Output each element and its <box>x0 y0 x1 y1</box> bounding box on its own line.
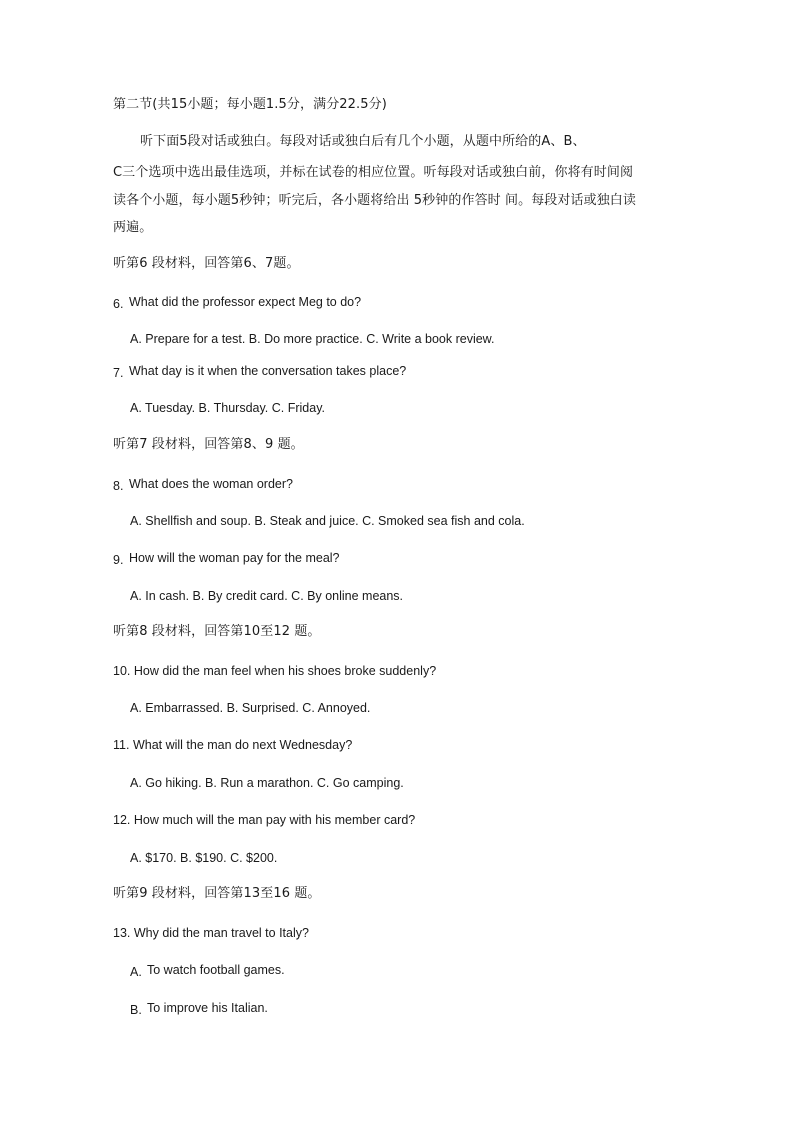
question-text: What did the professor expect Meg to do? <box>129 295 362 309</box>
options-11: A. Go hiking. B. Run a marathon. C. Go camping. <box>130 776 404 790</box>
question-13 <box>113 925 309 941</box>
options-10: A. Embarrassed. B. Surprised. C. Annoyed. <box>130 701 371 715</box>
group-heading-8: 听第8 段材料，回答第10至12 题。 <box>113 624 321 639</box>
question-number: 13. <box>113 926 131 940</box>
question-number: 10. <box>113 664 131 678</box>
group-heading-6: 听第6 段材料，回答第6、7题。 <box>113 256 300 271</box>
question-9 <box>113 550 340 568</box>
options-6: A. Prepare for a test. B. Do more practice. C. Write a book review. <box>130 332 495 346</box>
question-text: Why did the man travel to Italy? <box>133 926 309 940</box>
option-13-b <box>130 1000 268 1018</box>
options-8: A. Shellfish and soup. B. Steak and juice. C. Smoked sea fish and cola. <box>130 514 525 528</box>
instructions-line-2: C三个选项中选出最佳选项，并标在试卷的相应位置。听每段对话或独白前，你将有时间阅 <box>113 165 634 180</box>
question-number: 11. <box>113 738 130 752</box>
option-13-a <box>130 962 285 980</box>
options-9: A. In cash. B. By credit card. C. By online means. <box>130 589 404 603</box>
question-number: 6. <box>113 297 124 311</box>
question-text: How did the man feel when his shoes broke suddenly? <box>133 664 437 678</box>
question-12 <box>113 812 415 828</box>
instructions-line-4: 两遍。 <box>113 220 153 235</box>
question-number: 8. <box>113 479 124 493</box>
question-text: What will the man do next Wednesday? <box>132 738 353 752</box>
question-text: How will the woman pay for the meal? <box>129 551 340 565</box>
instructions-line-3: 读各个小题，每小题5秒钟；听完后，各小题将给出 5秒钟的作答时 间。每段对话或独白读 <box>113 193 637 208</box>
group-heading-7: 听第7 段材料，回答第8、9 题。 <box>113 437 304 452</box>
question-8 <box>113 476 293 494</box>
group-heading-9: 听第9 段材料，回答第13至16 题。 <box>113 886 321 901</box>
option-label: A. <box>130 965 142 979</box>
option-label: B. <box>130 1003 142 1017</box>
option-text: To watch football games. <box>147 963 285 977</box>
question-7 <box>113 363 406 381</box>
section-title: 第二节(共15小题；每小题1.5分，满分22.5分) <box>113 97 387 112</box>
question-text: What does the woman order? <box>129 477 293 491</box>
options-7: A. Tuesday. B. Thursday. C. Friday. <box>130 401 325 415</box>
question-6 <box>113 294 361 312</box>
question-text: How much will the man pay with his member card? <box>133 813 416 827</box>
question-10 <box>113 663 436 679</box>
question-number: 12. <box>113 813 131 827</box>
options-12: A. $170. B. $190. C. $200. <box>130 851 278 865</box>
instructions-line-1: 听下面5段对话或独白。每段对话或独白后有几个小题，从题中所给的A、B、 <box>140 134 586 149</box>
question-text: What day is it when the conversation takes place? <box>129 364 407 378</box>
question-11 <box>113 737 352 753</box>
question-number: 9. <box>113 553 124 567</box>
option-text: To improve his Italian. <box>147 1001 268 1015</box>
question-number: 7. <box>113 366 124 380</box>
